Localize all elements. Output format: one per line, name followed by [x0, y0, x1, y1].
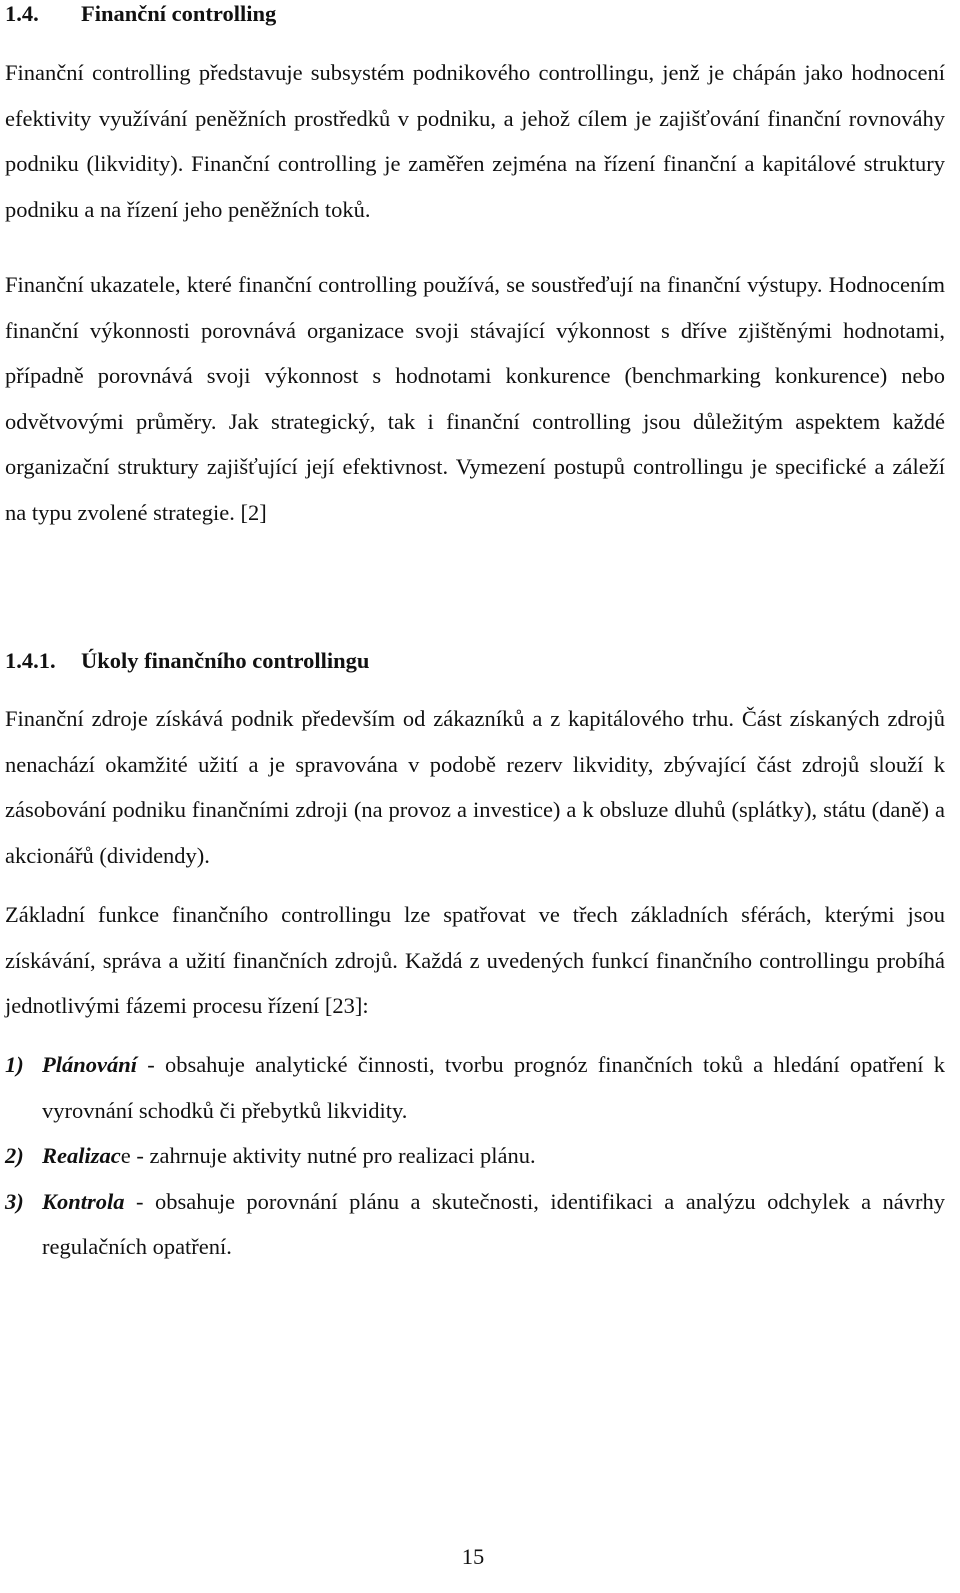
list-item [5, 1179, 945, 1270]
paragraph-4: Základní funkce finančního controllingu lze spatřovat ve třech základních sférách, kterými jsou získávání, správa a užití finančních zdrojů. Každá z uvedených funkcí finančního controllingu probíhá jednotlivými fázemi procesu řízení [23]: [5, 902, 945, 1018]
list-text: - obsahuje porovnání plánu a skutečnosti, identifikaci a analýzu odchylek a návrhy regulačních opatření. [42, 1188, 945, 1259]
section-title: Finanční controlling [81, 1, 277, 26]
list-marker: 3) [5, 1188, 24, 1214]
list-term: Kontrola [42, 1188, 125, 1214]
page-number: 15 [461, 1544, 485, 1569]
paragraph-2: Finanční ukazatele, které finanční controlling používá, se soustřeďují na finanční výstupy. Hodnocením finanční výkonnosti porovnává organizace svoji stávající výkonnost s dříve zjištěnými hodnotami, případně porovnává svoji výkonnost s hodnotami konkurence (benchmarking konkurence) nebo odvětvovými průměry. Jak strategický, tak i finanční controlling jsou důležitým aspektem každé organizační struktury zajišťující její efektivnost. Vymezení postupů controllingu je specifické a záleží na typu zvolené strategie. [2] [5, 272, 945, 525]
list-marker: 2) [5, 1143, 24, 1168]
list-item [5, 1133, 945, 1179]
subsection-title: Úkoly finančního controllingu [81, 648, 370, 673]
list-term-tail: e [120, 1143, 131, 1168]
list-text: - obsahuje analytické činnosti, tvorbu prognóz finančních toků a hledání opatření k vyrovnání schodků či přebytků likvidity. [42, 1052, 945, 1123]
list-text: - zahrnuje aktivity nutné pro realizaci plánu. [130, 1143, 536, 1168]
section-number: 1.4. [5, 1, 39, 26]
paragraph-1: Finanční controlling představuje subsystém podnikového controllingu, jenž je chápán jako hodnocení efektivity využívání peněžních prostředků v podniku, a jehož cílem je zajišťování finanční rovnováhy podniku (likvidity). Finanční controlling je zaměřen zejména na řízení finanční a kapitálové struktury podniku a na řízení jeho peněžních toků. [5, 60, 945, 222]
subsection-heading [5, 647, 369, 675]
subsection-number: 1.4.1. [5, 648, 56, 673]
section-heading [5, 0, 276, 28]
list-term: Realizac [42, 1143, 121, 1168]
list-term: Plánování [42, 1052, 138, 1077]
paragraph-3: Finanční zdroje získává podnik především od zákazníků a z kapitálového trhu. Část získaných zdrojů nenachází okamžité užití a je spravována v podobě rezerv likvidity, zbývající část zdrojů slouží k zásobování podniku finančními zdroji (na provoz a investice) a k obsluze dluhů (splátky), státu (daně) a akcionářů (dividendy). [5, 706, 945, 868]
list-item [5, 1042, 945, 1133]
list-marker: 1) [5, 1052, 24, 1077]
phase-list [5, 1042, 945, 1270]
